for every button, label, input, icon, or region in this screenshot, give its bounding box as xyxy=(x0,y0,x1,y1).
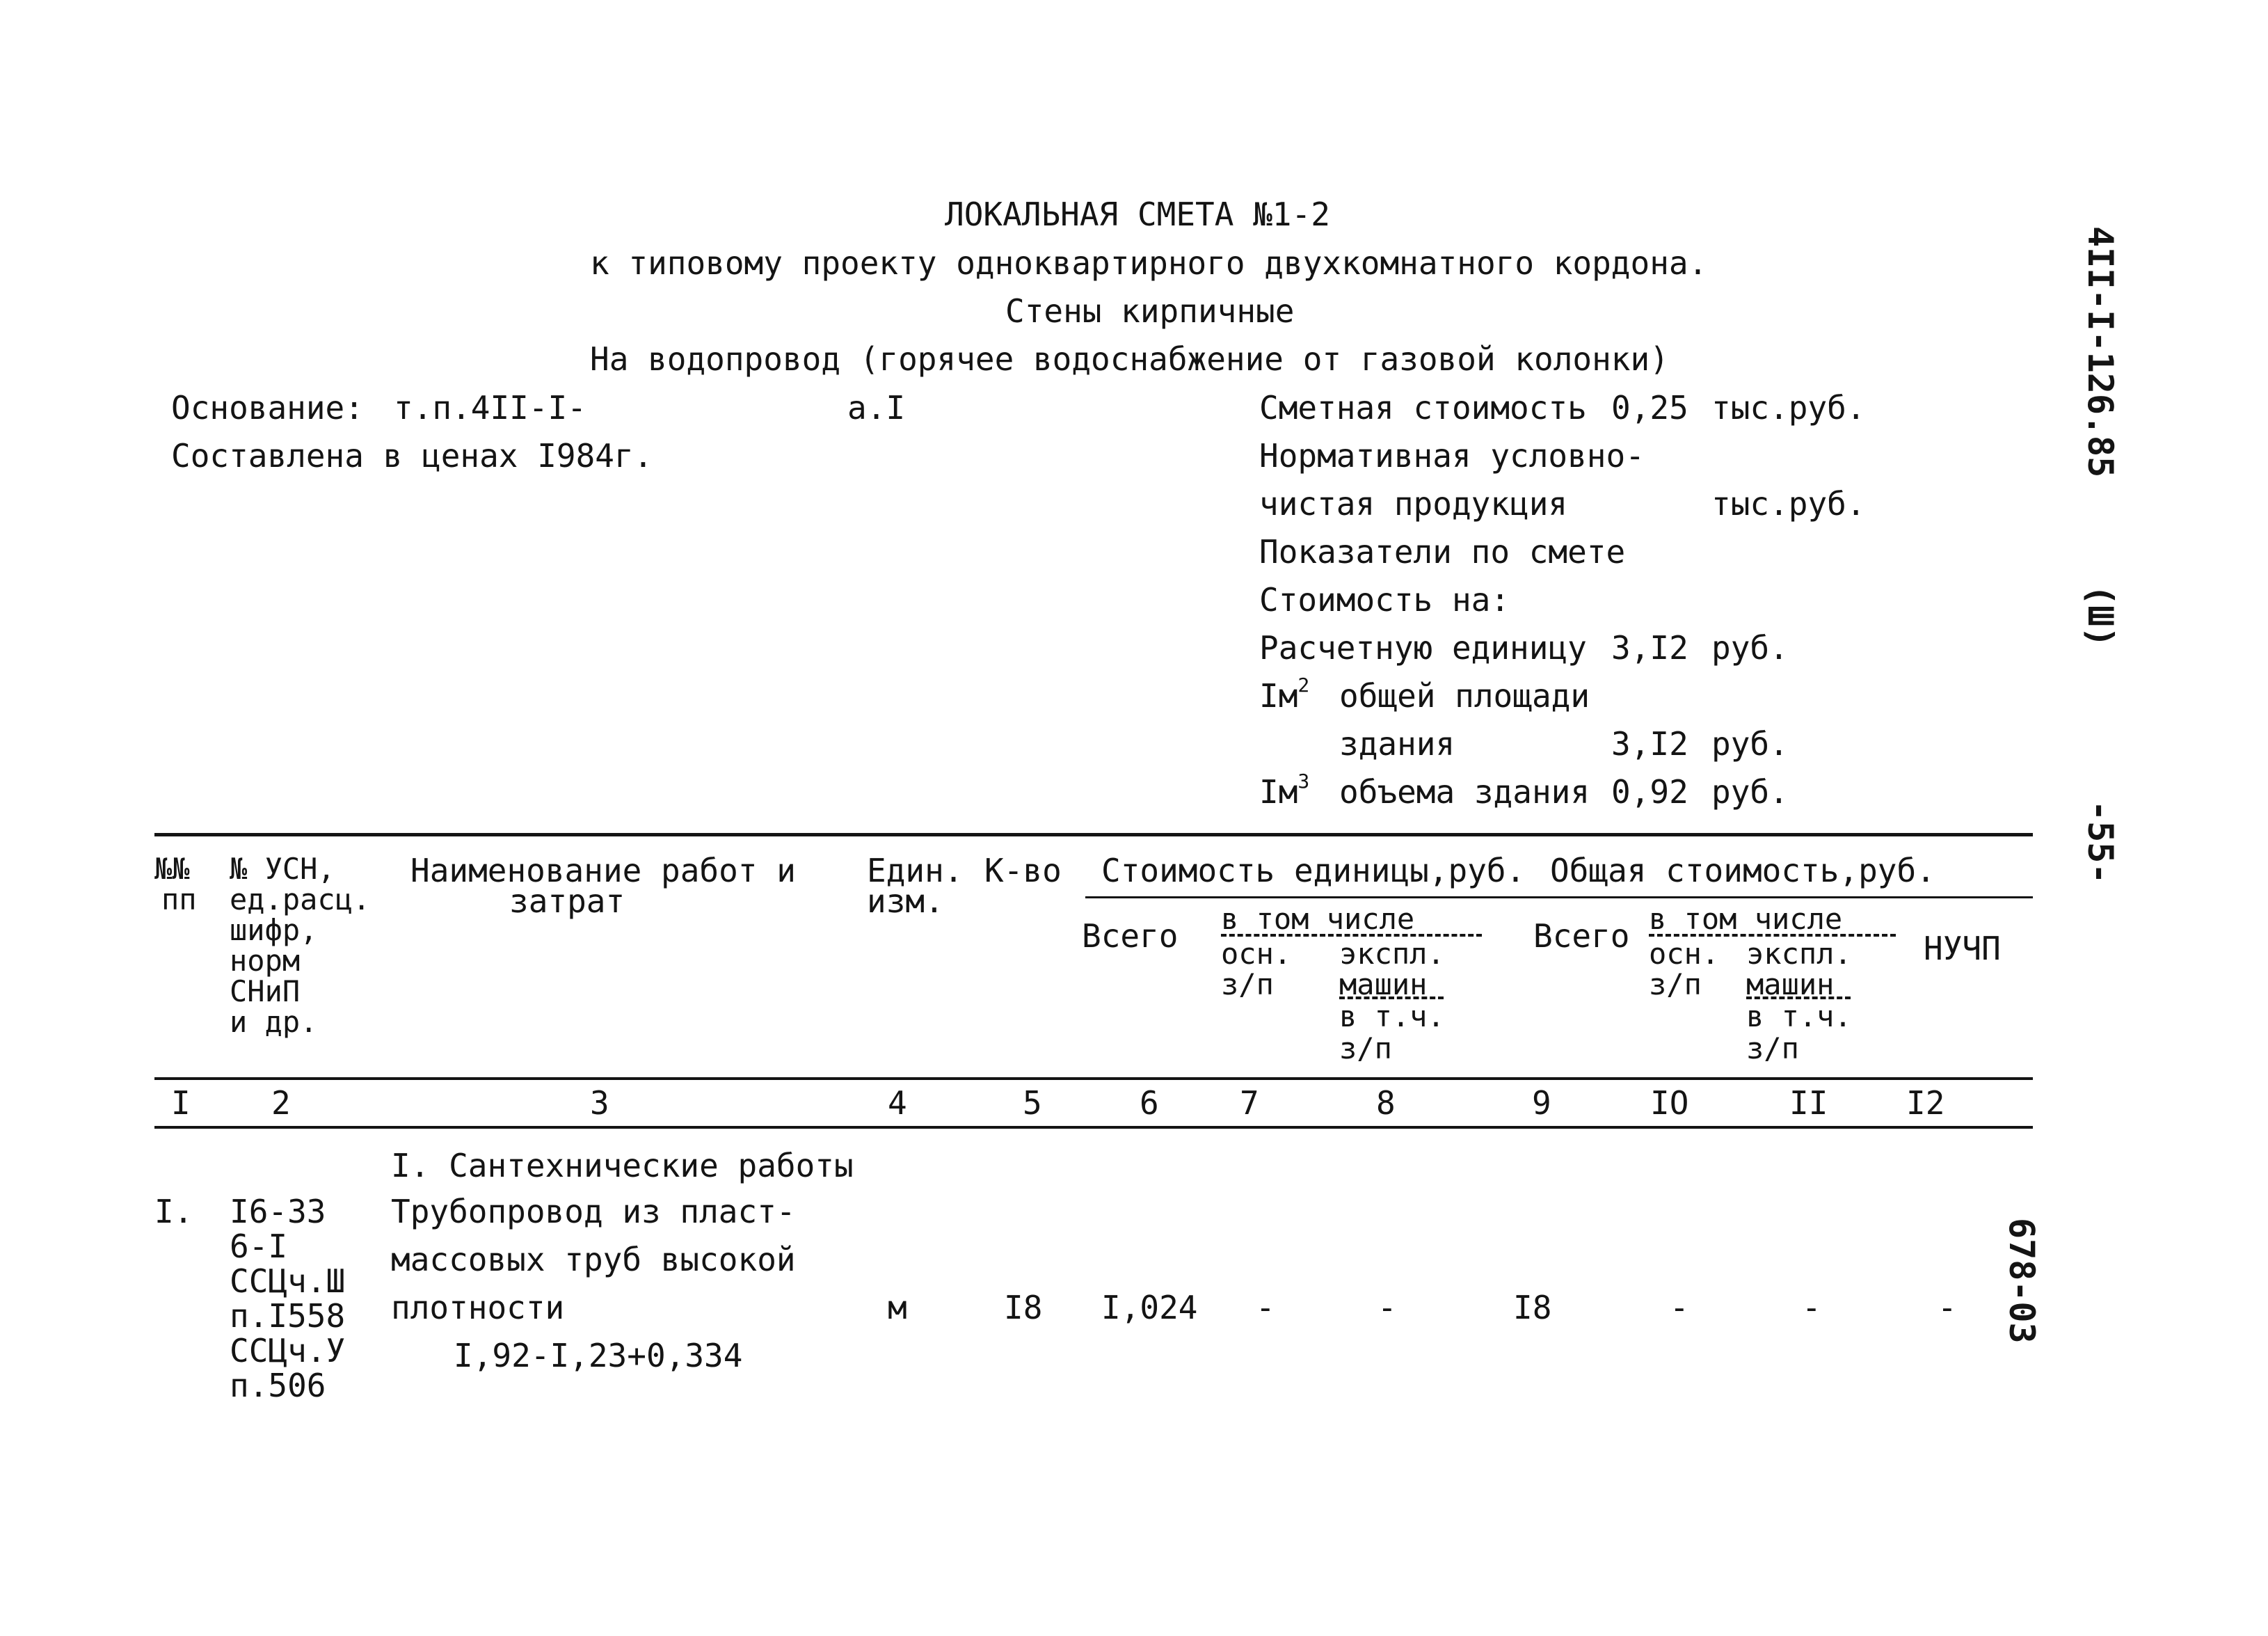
col1-header-2: пп xyxy=(161,882,197,916)
prices-label: Составлена в ценах I984г. xyxy=(171,437,653,475)
col2-header-2: ед.расц. xyxy=(230,882,371,916)
colnum-4: 4 xyxy=(888,1084,907,1122)
basis-value: т.п.4II-I- xyxy=(394,389,586,427)
area-value: 3,I2 xyxy=(1611,725,1688,763)
area-prefix xyxy=(1259,674,1310,715)
section-title: I. Сантехнические работы xyxy=(391,1147,854,1184)
row-unit-machine: - xyxy=(1377,1289,1397,1326)
header-line-project: к типовому проекту одноквартирного двухкомнатного кордона. xyxy=(590,244,1708,282)
colnum-2: 2 xyxy=(271,1084,291,1122)
all-machine-3: в т.ч. xyxy=(1746,999,1852,1033)
area-label-2: здания xyxy=(1339,725,1455,763)
unit-cost-header: Стоимость единицы,руб. xyxy=(1101,852,1526,889)
colnum-9: 9 xyxy=(1532,1084,1551,1122)
area-exp: 2 xyxy=(1297,674,1310,697)
col4-header-1: Един. xyxy=(867,852,964,889)
volume-unit: руб. xyxy=(1711,773,1789,811)
area-label-1: общей площади xyxy=(1339,677,1590,715)
unit-base-wage-2: з/п xyxy=(1221,967,1274,1001)
colnum-8: 8 xyxy=(1376,1084,1396,1122)
margin-album: (Ш) xyxy=(2080,585,2121,648)
row-name-1: Трубопровод из пласт- xyxy=(391,1193,796,1230)
cost-header-rule xyxy=(1085,896,2033,898)
basis-album: а.I xyxy=(847,389,906,427)
colnum-11: II xyxy=(1789,1084,1828,1122)
row-code-3: ССЦч.Ш xyxy=(230,1262,346,1300)
column-numbers-rule xyxy=(154,1126,2033,1129)
indicators-label: Показатели по смете xyxy=(1259,533,1626,571)
calc-unit-value: 3,I2 xyxy=(1611,629,1688,667)
estimate-cost-unit: тыс.руб. xyxy=(1711,389,1866,427)
row-formula: I,92-I,23+0,334 xyxy=(454,1337,743,1374)
colnum-7: 7 xyxy=(1240,1084,1259,1122)
col1-header-1: №№ xyxy=(154,852,190,886)
row-unit-total: I,024 xyxy=(1101,1289,1198,1326)
estimate-cost-label: Сметная стоимость xyxy=(1259,389,1587,427)
margin-page: -55- xyxy=(2080,800,2121,884)
volume-prefix-text: Iм xyxy=(1259,773,1298,811)
colnum-6: 6 xyxy=(1140,1084,1159,1122)
row-total-machine: - xyxy=(1802,1289,1821,1326)
header-bottom-rule xyxy=(154,1077,2033,1080)
unit-total-header: Всего xyxy=(1082,917,1179,955)
col2-header-5: СНиП xyxy=(230,974,301,1008)
col5-header: К-во xyxy=(984,852,1062,889)
col2-header-4: норм xyxy=(230,944,301,978)
margin-sheet-code: 678-03 xyxy=(2002,1218,2042,1344)
col2-header-1: № УСН, xyxy=(230,852,335,886)
all-total-header: Всего xyxy=(1533,917,1630,955)
volume-label: объема здания xyxy=(1339,773,1590,811)
unit-incl-header: в том числе xyxy=(1221,902,1415,936)
nuchp-header: НУЧП xyxy=(1924,930,2001,967)
normative-label-1: Нормативная условно- xyxy=(1259,437,1645,475)
row-unit: м xyxy=(888,1289,907,1326)
row-qty: I8 xyxy=(1004,1289,1043,1326)
row-total-base-wage: - xyxy=(1670,1289,1689,1326)
unit-machine-1: экспл. xyxy=(1339,937,1445,971)
all-base-wage-2: з/п xyxy=(1649,967,1702,1001)
row-number: I. xyxy=(154,1193,193,1230)
total-cost-header: Общая стоимость,руб. xyxy=(1550,852,1935,889)
colnum-1: I xyxy=(171,1084,191,1122)
colnum-10: IO xyxy=(1650,1084,1689,1122)
unit-base-wage-1: осн. xyxy=(1221,937,1292,971)
row-unit-base-wage: - xyxy=(1256,1289,1275,1326)
colnum-3: 3 xyxy=(590,1084,609,1122)
row-name-2: массовых труб высокой xyxy=(391,1241,796,1278)
all-machine-1: экспл. xyxy=(1746,937,1852,971)
col2-header-6: и др. xyxy=(230,1005,318,1039)
margin-doc-code: 4II-I-126.85 xyxy=(2080,226,2121,478)
all-machine-4: з/п xyxy=(1746,1031,1799,1065)
cost-on-label: Стоимость на: xyxy=(1259,581,1510,619)
row-nuchp: - xyxy=(1938,1289,1957,1326)
volume-prefix xyxy=(1259,770,1310,811)
col3-header-2: затрат xyxy=(509,882,625,920)
row-code-2: 6-I xyxy=(230,1228,288,1265)
header-line-walls: Стены кирпичные xyxy=(1005,292,1295,330)
all-incl-header: в том числе xyxy=(1649,902,1843,936)
basis-label: Основание: xyxy=(171,389,364,427)
col2-header-3: шифр, xyxy=(230,913,318,947)
calc-unit-unit: руб. xyxy=(1711,629,1789,667)
row-total: I8 xyxy=(1513,1289,1552,1326)
unit-machine-2: машин xyxy=(1339,967,1428,1001)
area-prefix-text: Iм xyxy=(1259,677,1298,715)
normative-label-2: чистая продукция xyxy=(1259,485,1568,523)
calc-unit-label: Расчетную единицу xyxy=(1259,629,1587,667)
volume-exp: 3 xyxy=(1297,770,1310,793)
volume-value: 0,92 xyxy=(1611,773,1688,811)
all-machine-2: машин xyxy=(1746,967,1835,1001)
row-code-6: п.506 xyxy=(230,1367,326,1404)
colnum-5: 5 xyxy=(1023,1084,1042,1122)
normative-unit: тыс.руб. xyxy=(1711,485,1866,523)
unit-machine-3: в т.ч. xyxy=(1339,999,1445,1033)
col4-header-2: изм. xyxy=(867,882,944,920)
row-code-5: ССЦч.У xyxy=(230,1332,346,1369)
all-base-wage-1: осн. xyxy=(1649,937,1720,971)
unit-machine-4: з/п xyxy=(1339,1031,1392,1065)
estimate-cost-value: 0,25 xyxy=(1611,389,1688,427)
col3-header-1: Наименование работ и xyxy=(410,852,796,889)
row-code-1: I6-33 xyxy=(230,1193,326,1230)
colnum-12: I2 xyxy=(1906,1084,1945,1122)
row-name-3: плотности xyxy=(391,1289,565,1326)
document-title: ЛОКАЛЬНАЯ СМЕТА №1-2 xyxy=(945,196,1330,233)
header-line-subject: На водопровод (горячее водоснабжение от газовой колонки) xyxy=(590,340,1669,378)
table-top-rule xyxy=(154,833,2033,836)
area-unit: руб. xyxy=(1711,725,1789,763)
row-code-4: п.I558 xyxy=(230,1297,346,1335)
